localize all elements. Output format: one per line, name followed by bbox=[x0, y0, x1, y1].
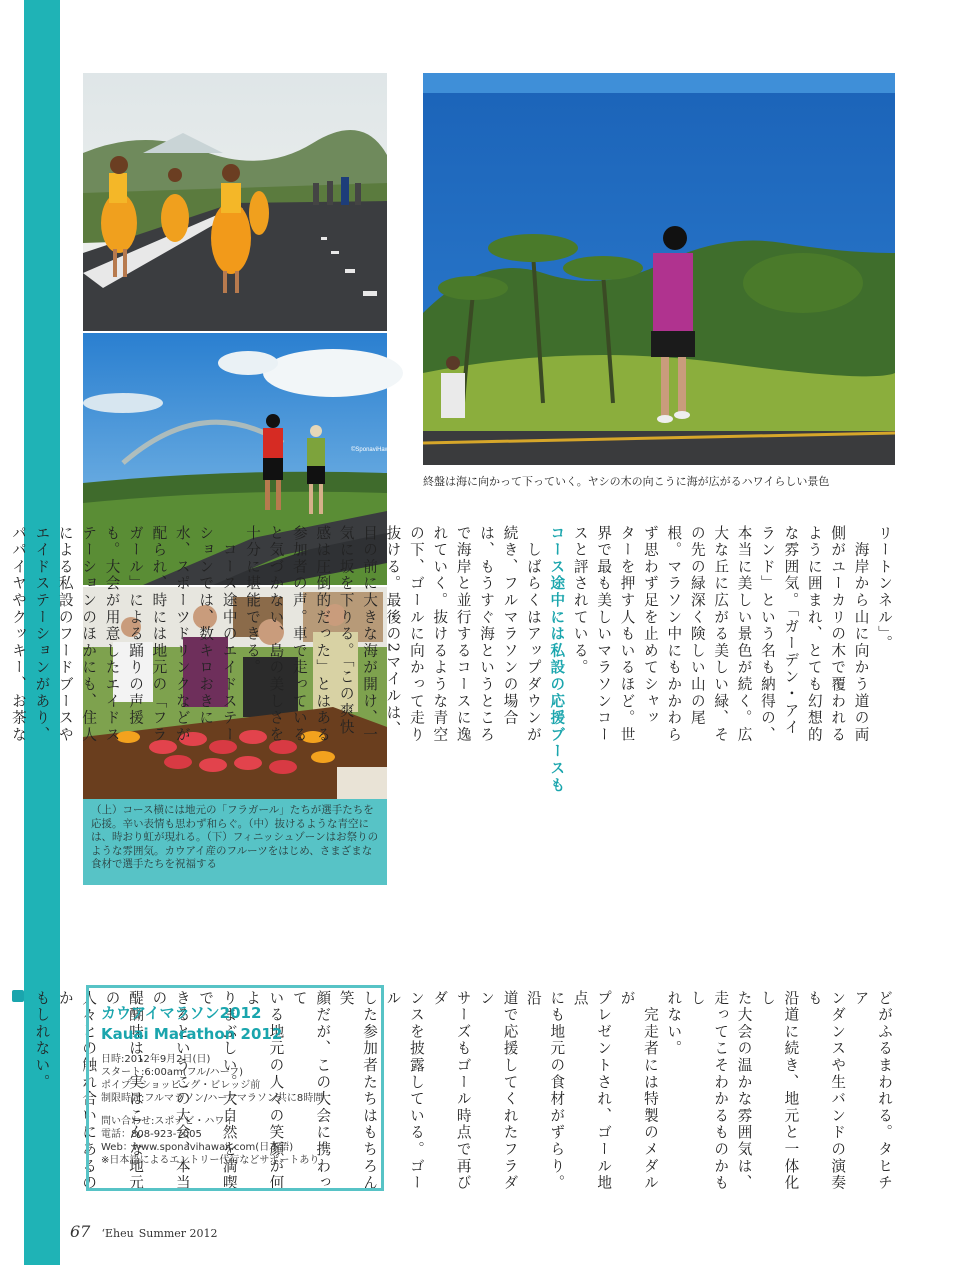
article-col: 完走者には特製のメダルが bbox=[618, 990, 659, 1192]
page-number: 67 bbox=[70, 1222, 91, 1241]
article-col: の下、ゴールに向かって走り bbox=[407, 525, 425, 744]
article-col: の先の緑深く険しい山の尾 bbox=[688, 525, 706, 727]
contact-phone: 電話：808-923-7005 bbox=[101, 1129, 202, 1140]
article-col: も。大会が用意したエイドス bbox=[103, 525, 121, 744]
event-title-en: Kauai Marathon 2012 bbox=[101, 1025, 283, 1043]
ocean-runner-photo bbox=[423, 73, 895, 465]
article-col: きるというこの大会、本当の bbox=[150, 990, 191, 1192]
article-col: 十分に堪能できる。 bbox=[244, 525, 262, 677]
article-col: ンダンスや生バンドの演奏も bbox=[805, 990, 847, 1192]
section-heading: コース途中には私設の応援ブースも bbox=[548, 525, 566, 794]
article-col: 続き、フルマラソンの場合 bbox=[501, 525, 519, 727]
event-start: スタート:6:00am(フル/ハーフ) bbox=[101, 1067, 243, 1078]
article-col: 参加者の声。車で走っている bbox=[290, 525, 308, 744]
article-col: ションでは、数キロおきに bbox=[197, 525, 215, 727]
right-photo-caption: 終盤は海に向かって下っていく。ヤシの木の向こうに海が広がるハワイらしい景色 bbox=[423, 475, 830, 488]
article-col: と気づかない、島の美しさを bbox=[267, 525, 285, 744]
article-col: サーズもゴール時点で再びダ bbox=[431, 990, 472, 1192]
article-col: な雰囲気。「ガーデン・アイ bbox=[782, 525, 800, 737]
end-mark-icon bbox=[12, 990, 24, 1002]
article-col: もしれない。 bbox=[33, 990, 51, 1091]
article-col: どがふるまわれる。タヒチア bbox=[852, 990, 893, 1192]
magazine-name: ‘Eheu bbox=[101, 1227, 134, 1240]
article-col: リートンネル」。 bbox=[876, 525, 893, 653]
article-col: にも地元の食材がずらり。沿 bbox=[524, 990, 566, 1192]
article-col: ず思わず足を止めてシャッ bbox=[641, 525, 659, 727]
article-col: れていく。抜けるような青空 bbox=[431, 525, 449, 744]
article-col: スと評されている。 bbox=[571, 525, 589, 677]
event-time-limit: 制限時間:フルマラソン/ハーフマラソン共に8時間 bbox=[101, 1093, 324, 1104]
article-col: 抜ける。最後の2マイルは、 bbox=[384, 525, 402, 739]
article-col: エイドステーションがあり、 bbox=[33, 525, 51, 744]
article-col: パパイヤやクッキー、お茶な bbox=[9, 525, 27, 744]
article-col: た大会の温かな雰囲気は、 bbox=[735, 990, 753, 1192]
article-col: 人々との触れ合いにあるのか bbox=[56, 990, 98, 1192]
article-col: 海岸から山に向かう道の両 bbox=[852, 525, 870, 744]
article-col: コース途中のエイドステー bbox=[220, 525, 238, 744]
article-col: 感は圧倒的だった」とはある bbox=[314, 525, 332, 744]
article-col: テーションのほかにも、住人 bbox=[80, 525, 98, 744]
contact-web: Web：www.sponavihawaii.com(日本語) bbox=[101, 1142, 294, 1153]
hula-dancers-photo bbox=[83, 73, 387, 331]
article-col: 本当に美しい景色が続く。広 bbox=[735, 525, 753, 744]
article-col: 顔だが、この大会に携わって bbox=[290, 990, 332, 1192]
article-col: ガール」による踊りの声援 bbox=[127, 525, 144, 727]
article-col: しばらくはアップダウンが bbox=[524, 525, 542, 744]
article-col: 水、スポーツドリンクなどが bbox=[173, 525, 191, 744]
contact-note: ※日本語によるエントリー代行などサポートあり bbox=[101, 1155, 320, 1166]
article-col: 気に坂を下りる。「この爽快 bbox=[337, 525, 355, 737]
photo-credit-text: ©SponaviHawaii bbox=[351, 447, 396, 453]
article-col: した参加者たちはもちろん笑 bbox=[337, 990, 379, 1192]
article-col: 大な丘に広がる美しい緑、そ bbox=[712, 525, 730, 744]
article-col: は、もうすぐ海というところ bbox=[478, 525, 496, 744]
article-col: ターを押す人もいるほど。世 bbox=[618, 525, 636, 744]
article-col: 走ってこそわかるものかもし bbox=[688, 990, 730, 1192]
article-col: れない。 bbox=[665, 990, 683, 1058]
article-col: りまぶしい。大自然を満喫で bbox=[197, 990, 238, 1192]
article-col: プレゼントされ、ゴール地点 bbox=[571, 990, 613, 1192]
article-col: による私設のフードブースや bbox=[56, 525, 74, 744]
event-location: ポイプ・ショッピング・ビレッジ前 bbox=[101, 1080, 261, 1091]
event-title-jp: カウアイマラソン2012 bbox=[101, 1004, 262, 1022]
hula-photo-image bbox=[83, 73, 387, 331]
article-col: 沿道に続き、地元と一体化し bbox=[758, 990, 800, 1192]
article-col: いる地元の人々の笑顔が何よ bbox=[244, 990, 285, 1192]
article-col: で海岸と並行するコースに逸 bbox=[454, 525, 472, 744]
ocean-photo-image bbox=[423, 73, 895, 465]
magazine-issue: Summer 2012 bbox=[138, 1227, 218, 1240]
article-col: 配られ、時には地元の「フラ bbox=[150, 525, 168, 744]
contact-name: 問い合わせ:スポナビ・ハワイ bbox=[101, 1116, 235, 1127]
left-photo-caption: （上）コース横には地元の「フラガール」たちが選手たちを応援。辛い表情も思わず和らぐ。（中）抜けるような青空には、時おり虹が現れる。（下）フィニッシュゾーンはお祭りのような雰囲気。カウアイ産のフルーツをはじめ、さまざまな食材で選手たちを祝福する bbox=[83, 799, 387, 885]
article-col: ンスを披露している。ゴール bbox=[384, 990, 425, 1192]
article-col: 道で応援してくれたフラダン bbox=[478, 990, 519, 1192]
event-date: 日時:2012年9月2日(日) bbox=[101, 1054, 211, 1065]
article-col: 側がユーカリの木で覆われる bbox=[829, 525, 847, 744]
article-col: ように囲まれ、とても幻想的 bbox=[805, 525, 823, 744]
article-col: ランド」という名も納得の、 bbox=[758, 525, 776, 744]
article-col: 界で最も美しいマラソンコー bbox=[595, 525, 613, 744]
article-col: 目の前に大きな海が開け、一 bbox=[361, 525, 379, 744]
article-col: 醍醐味は、実はこんな地元の bbox=[103, 990, 144, 1192]
page-footer bbox=[70, 1222, 218, 1241]
event-info-box bbox=[86, 985, 384, 1191]
article-col: 根。マラソン中にもかかわら bbox=[665, 525, 683, 744]
